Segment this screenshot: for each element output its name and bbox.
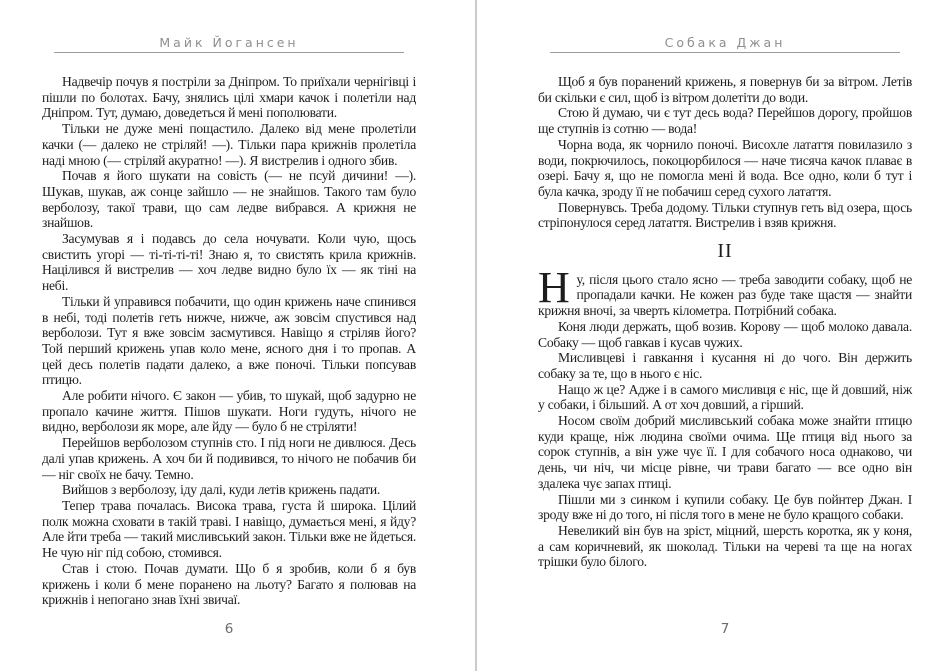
paragraph: Надвечір почув я постріли за Дніпром. То приїхали чернігівці і пішли по болотах. Бачу, знялись цілі хмари качок і полетіли над Дніпром. Тут, думаю, доведеться й мені пополювати. xyxy=(42,74,416,121)
left-page-number: 6 xyxy=(224,621,234,637)
right-page-number: 7 xyxy=(720,621,730,637)
right-page-body xyxy=(538,74,912,570)
paragraph: Але робити нічого. Є закон — убив, то шукай, щоб задурно не пропало качине життя. Пішов шукати. Ноги гудуть, нічого не видно, верболози як море, але йду — було б не стріляти! xyxy=(42,388,416,435)
dropcap-paragraph-text: у, після цього стало ясно — треба заводити собаку, щоб не пропадали качки. Не кожен раз буде таке щастя — знайти крижня вночі, за чверть кілометра. Потрібний собака. xyxy=(538,271,912,319)
paragraph: Щоб я був поранений крижень, я повернув би за вітром. Летів би скільки є сил, щоб із вітром долетіти до води. xyxy=(538,74,912,105)
paragraph: Вийшов з верболозу, іду далі, куди летів крижень падати. xyxy=(62,482,380,498)
paragraph: Тільки не дуже мені пощастило. Далеко від мене пролетіли качки (— далеко не стріляй! —). Тільки пара крижнів пролетіла наді мною (— стріляй акуратно! —). Я вистрелив і одного збив. xyxy=(42,121,416,168)
title-running-header: Собака Джан xyxy=(550,0,900,53)
paragraph: Став і стою. Почав думати. Що б я зробив, коли б я був крижень і коли б мене поранено на льоту? Багато я полював на крижнів і непогано знав їхні звичаї. xyxy=(42,560,416,608)
drop-cap-initial: Н xyxy=(538,262,570,312)
right-page xyxy=(538,0,912,671)
dropcap-paragraph xyxy=(538,262,912,319)
paragraph: Нащо ж це? Адже і в самого мисливця є ніс, ще й довший, ніж у собаки, і більший. А от хоч довший, а гірший. xyxy=(538,381,912,413)
paragraph: Коня люди держать, щоб возив. Корову — щоб молоко давала. Собаку — щоб гавкав і кусав чужих. xyxy=(538,318,912,350)
paragraph-group xyxy=(538,319,912,570)
paragraph: Повернувсь. Треба додому. Тільки ступнув геть від озера, щось стріпонулося серед латаття. Вистрелив і взяв крижня. xyxy=(538,199,912,231)
paragraph: Мисливцеві і гавкання і кусання ні до чого. Він держить собаку за те, що в нього є ніс. xyxy=(538,350,912,381)
author-running-header: Майк Йогансен xyxy=(54,0,404,53)
paragraph: Тільки й управився побачити, що один крижень наче спинився в небі, тоді полетів геть нижче, нижче, аж зовсім спустився над верболози. Тут я вже зовсім засмутився. Навіщо я стріляв його? Той перший крижень упав коло мене, ясного дня і то пропав. А цей десь полетів падати далеко, а вже поночі. Тільки попсував птицю. xyxy=(42,293,416,388)
paragraph: Перейшов верболозом ступнів сто. І під ноги не дивлюся. Десь далі упав крижень. А хоч би й подивився, то нічого не побачив би — ніг своїх не бачу. Темно. xyxy=(42,435,416,482)
paragraph-group xyxy=(538,74,912,231)
paragraph: Невеликий він був на зріст, міцний, шерсть коротка, як у коня, а сам коричневий, як шоколад. Тільки на череві та ще на ногах трішки було білого. xyxy=(538,522,912,570)
chapter-section-marker: ІІ xyxy=(717,240,733,263)
paragraph: Засумував я і подавсь до села ночувати. Коли чую, щось свистить угорі — ті-ті-ті-ті! Знаю я, то свистять крила крижнів. Націлився й вистрелив — хоч ледве видно було їх — як тіні на небі. xyxy=(42,231,416,294)
paragraph: Носом своїм добрий мисливський собака може знайти птицю куди краще, ніж людина своїми очима. Ще птиця від нього за сорок ступнів, а він уже чує її. І для собачого носа однаково, чи день, чи ніч, чи місце рівне, чи трави багато — все одно він здалека чує запах птиці. xyxy=(538,413,912,491)
paragraph: Пішли ми з синком і купили собаку. Це був пойнтер Джан. І зроду вже ні до того, ні після того в мене не було кращого собаки. xyxy=(538,491,912,523)
paragraph: Тепер трава почалась. Висока трава, густа й широка. Цілий полк можна сховати в такій траві. І навіщо, думається мені, я йду? Але йти треба — такий мисливський закон. Тільки вже не йдеться. Не чую ніг під собою, стомився. xyxy=(42,497,416,561)
paragraph: Почав я його шукати на совість (— не псуй дичини! —). Шукав, шукав, аж сонце зайшло — не знайшов. Такого там було верболозу, такої трави, що сам ледве вибрався. А крижня не знайшов. xyxy=(42,168,416,231)
left-page-body xyxy=(42,74,416,608)
page-divider xyxy=(475,0,477,671)
paragraph: Стою й думаю, чи є тут десь вода? Перейшов дорогу, пройшов ще ступнів із сотню — вода! xyxy=(538,105,912,137)
left-page xyxy=(42,0,416,671)
paragraph: Чорна вода, як чорнило поночі. Висохле латаття повилазило з води, покрючилось, покоцюрбилося — наче тисяча качок плаває в озері. Бачу я, що не помогла мені й вода. Все одно, коли б тут і була качка, зроду її не побачиш серед сухого латаття. xyxy=(538,136,912,199)
